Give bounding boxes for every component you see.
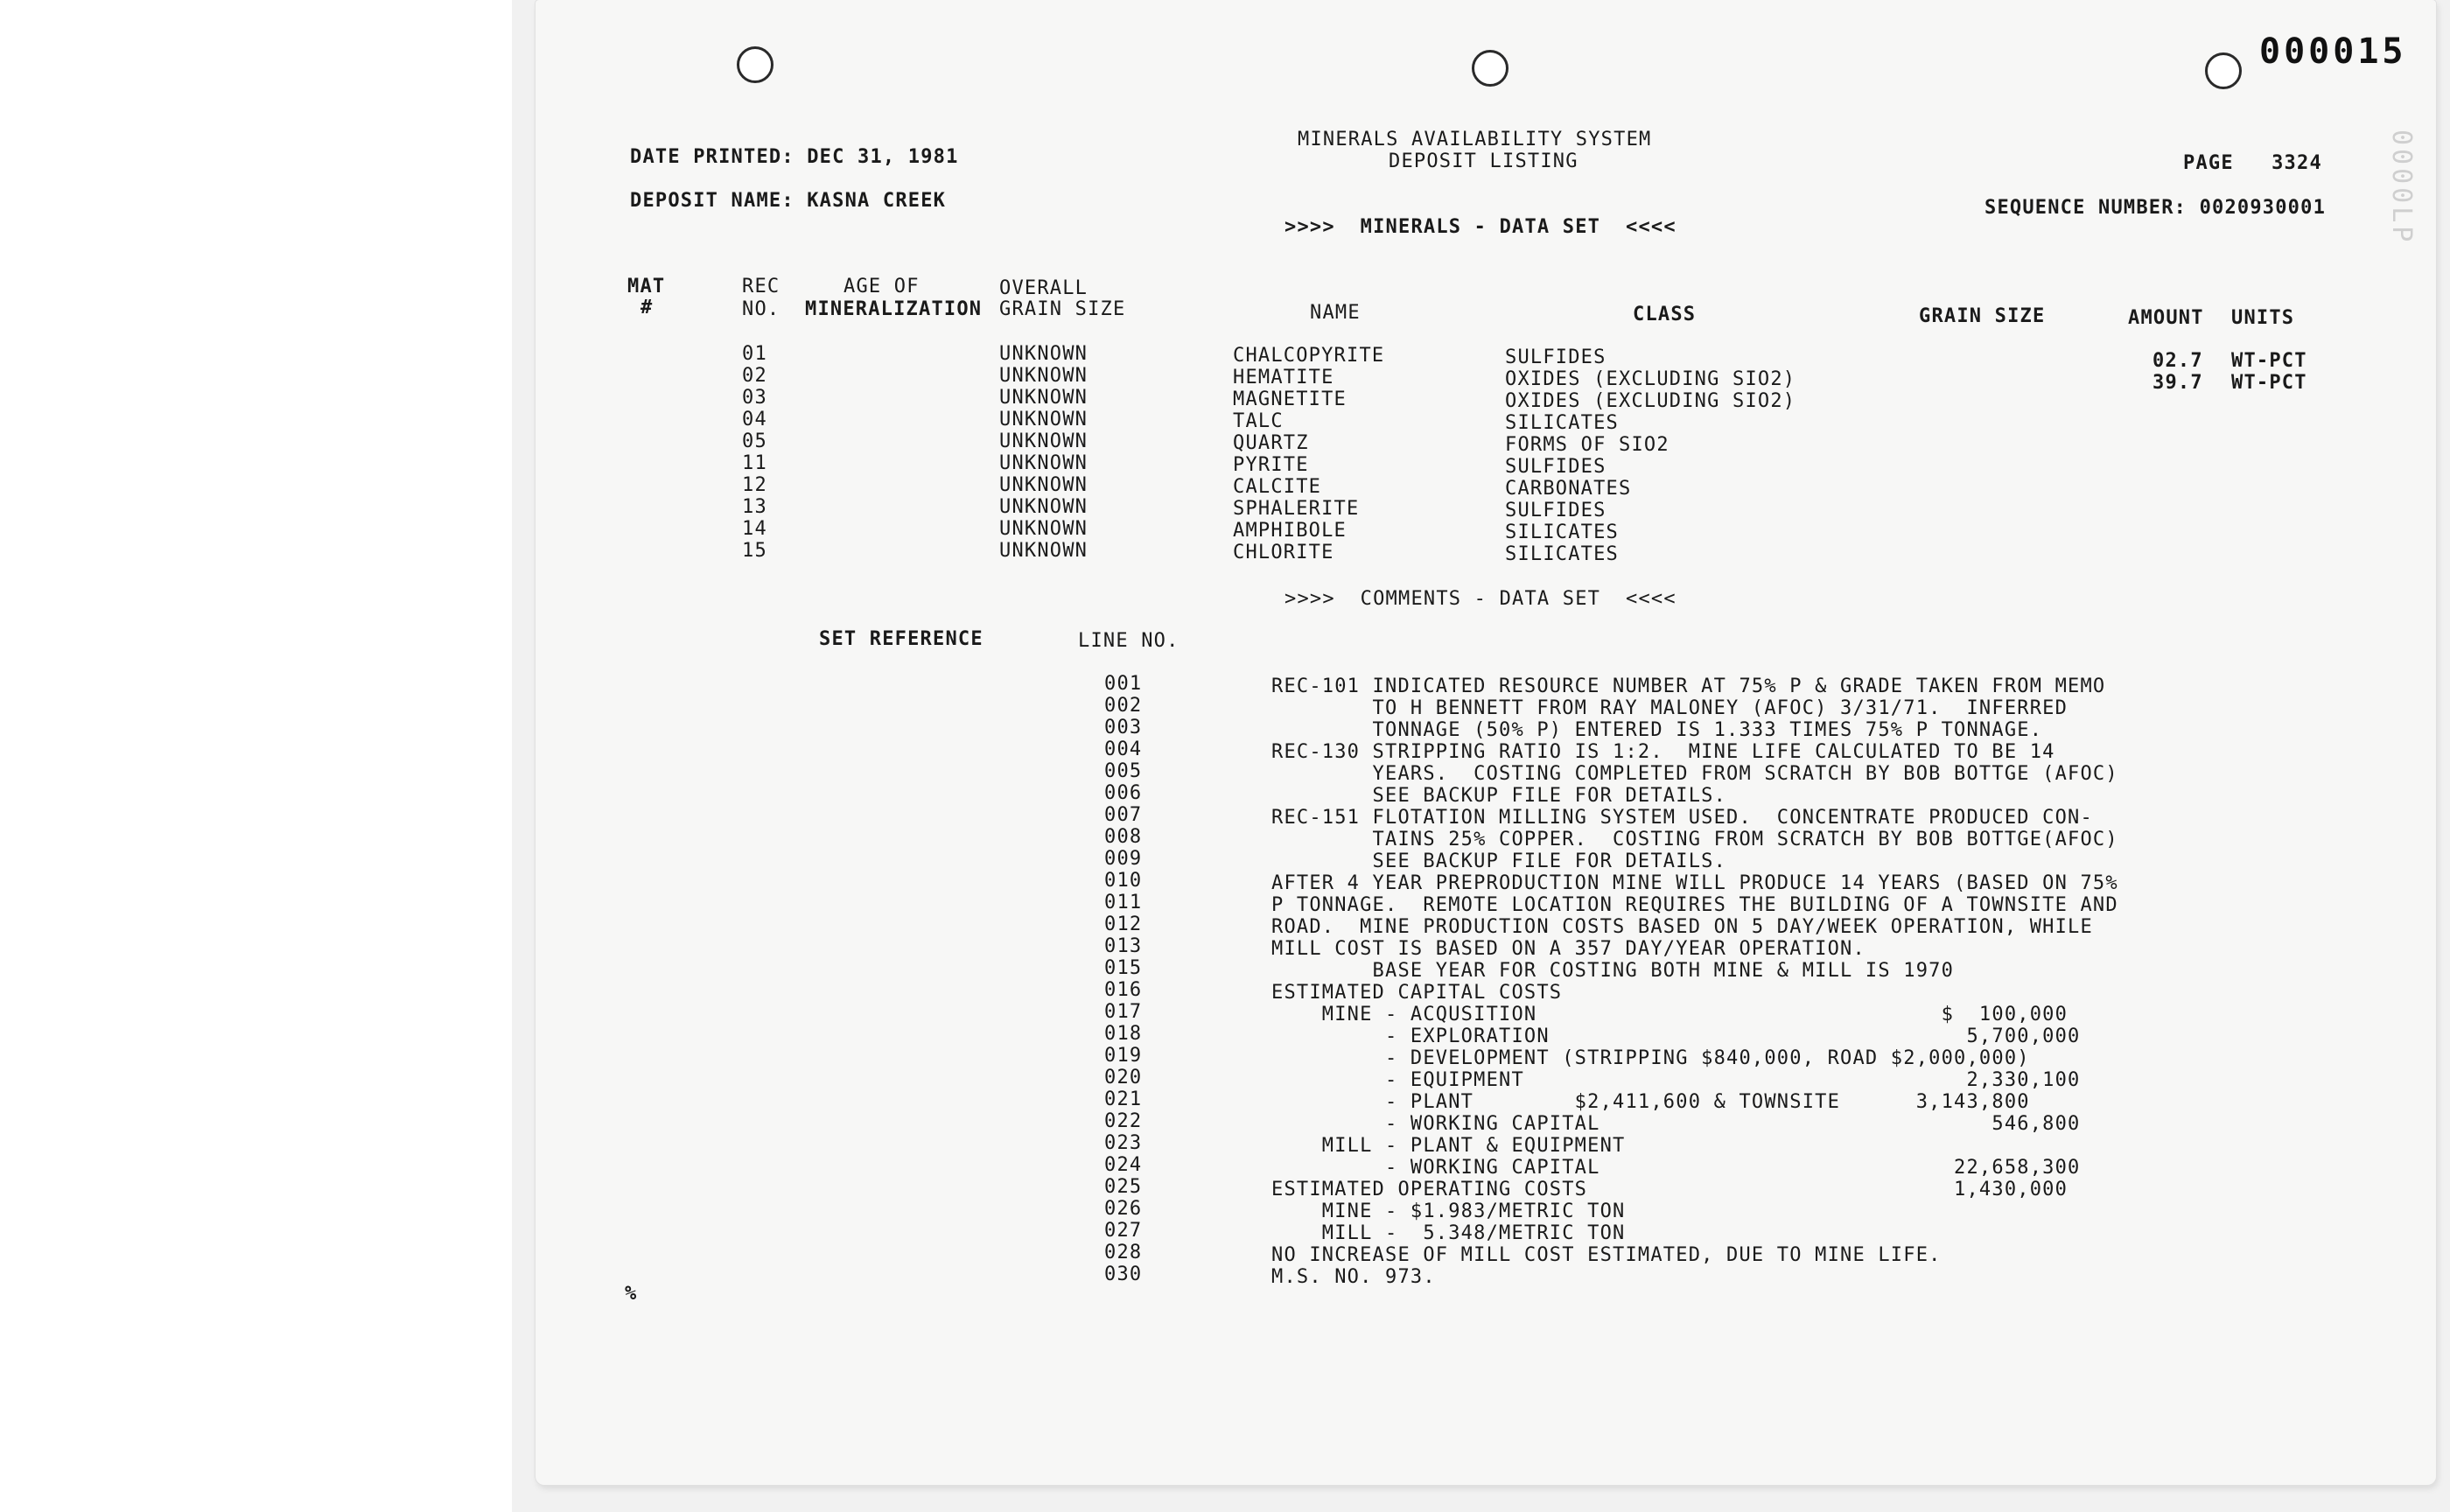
comment-text: - EQUIPMENT 2,330,100	[1271, 1069, 2081, 1091]
mineral-class: OXIDES (EXCLUDING SIO2)	[1505, 390, 1796, 412]
comment-text: ESTIMATED OPERATING COSTS 1,430,000	[1271, 1179, 2068, 1200]
col-overall-grain-size: GRAIN SIZE	[999, 298, 1126, 320]
mineral-name: CALCITE	[1233, 476, 1322, 498]
comment-line-no: 030	[1104, 1264, 1143, 1285]
col-name: NAME	[1310, 302, 1361, 324]
mineral-overall-grain: UNKNOWN	[999, 387, 1088, 409]
printout-sheet	[536, 0, 2436, 1485]
col-grain-size: GRAIN SIZE	[1919, 305, 2046, 327]
mineral-name: QUARTZ	[1233, 432, 1309, 454]
minerals-rec-column	[742, 343, 767, 562]
col-rec: REC	[742, 276, 780, 298]
mineral-rec: 05	[742, 430, 767, 452]
mineral-class: SILICATES	[1505, 522, 1620, 543]
col-mat-hash: #	[640, 297, 654, 318]
comment-text: - WORKING CAPITAL 22,658,300	[1271, 1157, 2081, 1179]
deposit-name: DEPOSIT NAME: KASNA CREEK	[630, 190, 947, 212]
comment-text: AFTER 4 YEAR PREPRODUCTION MINE WILL PRODUCE 14 YEARS (BASED ON 75%	[1271, 872, 2118, 894]
col-amount: AMOUNT	[2128, 307, 2204, 329]
col-line-no: LINE NO.	[1078, 630, 1180, 652]
comment-line-no: 018	[1104, 1023, 1143, 1045]
comment-line-no: 013	[1104, 935, 1143, 957]
col-class: CLASS	[1633, 304, 1697, 326]
comment-line-no: 022	[1104, 1110, 1143, 1132]
comment-line-no: 004	[1104, 738, 1143, 760]
mineral-rec: 15	[742, 540, 767, 562]
mineral-overall-grain: UNKNOWN	[999, 452, 1088, 474]
col-mat: MAT	[627, 276, 666, 298]
comment-line-no: 019	[1104, 1045, 1143, 1067]
minerals-class-column	[1505, 346, 1796, 565]
punch-hole-right	[2205, 52, 2242, 89]
mineral-overall-grain: UNKNOWN	[999, 365, 1088, 387]
comment-line-no: 006	[1104, 782, 1143, 804]
comment-text: SEE BACKUP FILE FOR DETAILS.	[1271, 850, 1727, 872]
comment-text: TAINS 25% COPPER. COSTING FROM SCRATCH BY BOB BOTTGE(AFOC)	[1271, 829, 2118, 850]
mineral-rec: 03	[742, 387, 767, 409]
mineral-class: CARBONATES	[1505, 478, 1632, 500]
minerals-units-column	[2231, 350, 2307, 394]
comment-text: ESTIMATED CAPITAL COSTS	[1271, 982, 1563, 1004]
comment-line-no: 001	[1104, 673, 1143, 695]
col-mineralization: MINERALIZATION	[805, 298, 983, 320]
col-rec-no: NO.	[742, 298, 780, 320]
mineral-units: WT-PCT	[2231, 372, 2307, 394]
mineral-amount: 02.7	[2152, 350, 2203, 372]
mineral-class: FORMS OF SIO2	[1505, 434, 1670, 456]
end-marker: %	[625, 1283, 638, 1305]
mineral-units: WT-PCT	[2231, 350, 2307, 372]
mineral-name: MAGNETITE	[1233, 388, 1348, 410]
mineral-name: CHALCOPYRITE	[1233, 345, 1385, 367]
comment-text: MILL - PLANT & EQUIPMENT	[1271, 1135, 1626, 1157]
comment-text: REC-101 INDICATED RESOURCE NUMBER AT 75% P & GRADE TAKEN FROM MEMO	[1271, 676, 2106, 697]
mineral-name: CHLORITE	[1233, 542, 1334, 564]
date-printed: DATE PRINTED: DEC 31, 1981	[630, 146, 959, 168]
mineral-class: SILICATES	[1505, 543, 1620, 565]
comment-text: REC-151 FLOTATION MILLING SYSTEM USED. CONCENTRATE PRODUCED CON-	[1271, 807, 2093, 829]
comment-text: YEARS. COSTING COMPLETED FROM SCRATCH BY BOB BOTTGE (AFOC)	[1271, 763, 2118, 785]
mineral-name: SPHALERITE	[1233, 498, 1360, 520]
mineral-name: AMPHIBOLE	[1233, 520, 1348, 542]
comment-text: NO INCREASE OF MILL COST ESTIMATED, DUE TO MINE LIFE.	[1271, 1244, 1942, 1266]
mineral-class: OXIDES (EXCLUDING SIO2)	[1505, 368, 1796, 390]
comment-line-no: 017	[1104, 1001, 1143, 1023]
mineral-amount: 39.7	[2152, 372, 2203, 394]
page-number: PAGE 3324	[2183, 152, 2322, 174]
comment-line-no: 005	[1104, 760, 1143, 782]
punch-hole-center	[1472, 50, 1508, 87]
comment-line-no: 002	[1104, 695, 1143, 717]
mineral-overall-grain: UNKNOWN	[999, 474, 1088, 496]
mineral-class: SULFIDES	[1505, 500, 1606, 522]
mineral-class: SULFIDES	[1505, 456, 1606, 478]
mineral-rec: 14	[742, 518, 767, 540]
comment-line-no: 027	[1104, 1220, 1143, 1242]
col-units: UNITS	[2231, 307, 2295, 329]
comment-text: REC-130 STRIPPING RATIO IS 1:2. MINE LIFE CALCULATED TO BE 14	[1271, 741, 2055, 763]
faint-margin-stamp: 0000LP	[2386, 130, 2417, 246]
minerals-name-column	[1233, 345, 1384, 564]
mineral-class: SILICATES	[1505, 412, 1620, 434]
comment-text: - WORKING CAPITAL 546,800	[1271, 1113, 2081, 1135]
mineral-name: PYRITE	[1233, 454, 1309, 476]
mineral-rec: 13	[742, 496, 767, 518]
mineral-overall-grain: UNKNOWN	[999, 343, 1088, 365]
comment-text: P TONNAGE. REMOTE LOCATION REQUIRES THE BUILDING OF A TOWNSITE AND	[1271, 894, 2118, 916]
mineral-rec: 12	[742, 474, 767, 496]
mineral-overall-grain: UNKNOWN	[999, 430, 1088, 452]
mineral-overall-grain: UNKNOWN	[999, 540, 1088, 562]
mineral-rec: 02	[742, 365, 767, 387]
listing-title: DEPOSIT LISTING	[1389, 150, 1578, 172]
comment-text: MILL - 5.348/METRIC TON	[1271, 1222, 1626, 1244]
mineral-overall-grain: UNKNOWN	[999, 496, 1088, 518]
comment-line-no: 028	[1104, 1242, 1143, 1264]
sequence-number: SEQUENCE NUMBER: 0020930001	[1984, 197, 2327, 219]
comment-text: TO H BENNETT FROM RAY MALONEY (AFOC) 3/31/71. INFERRED	[1271, 697, 2068, 719]
minerals-amount-column	[2152, 350, 2203, 394]
comment-line-no: 008	[1104, 826, 1143, 848]
comment-line-no: 024	[1104, 1154, 1143, 1176]
comment-text: MILL COST IS BASED ON A 357 DAY/YEAR OPERATION.	[1271, 938, 1866, 960]
comment-line-no: 009	[1104, 848, 1143, 870]
comment-text: TONNAGE (50% P) ENTERED IS 1.333 TIMES 75% P TONNAGE.	[1271, 719, 2043, 741]
comment-text: - PLANT $2,411,600 & TOWNSITE 3,143,800	[1271, 1091, 2030, 1113]
comment-text: M.S. NO. 973.	[1271, 1266, 1436, 1288]
mineral-rec: 01	[742, 343, 767, 365]
comment-line-no: 015	[1104, 957, 1143, 979]
comment-texts	[1271, 676, 2118, 1288]
document-stamp-number: 000015	[2259, 32, 2407, 72]
col-overall: OVERALL	[999, 277, 1088, 299]
comment-line-no: 026	[1104, 1198, 1143, 1220]
comment-line-no: 012	[1104, 914, 1143, 935]
comment-text: MINE - ACQUSITION $ 100,000	[1271, 1004, 2068, 1026]
comment-line-no: 011	[1104, 892, 1143, 914]
comment-line-no: 021	[1104, 1088, 1143, 1110]
mineral-class: SULFIDES	[1505, 346, 1606, 368]
comment-line-no: 010	[1104, 870, 1143, 892]
comment-text: ROAD. MINE PRODUCTION COSTS BASED ON 5 DAY/WEEK OPERATION, WHILE	[1271, 916, 2093, 938]
system-title: MINERALS AVAILABILITY SYSTEM	[1298, 129, 1652, 150]
comment-text: BASE YEAR FOR COSTING BOTH MINE & MILL IS 1970	[1271, 960, 1955, 982]
comment-line-no: 025	[1104, 1176, 1143, 1198]
punch-hole-left	[737, 46, 774, 83]
comment-text: SEE BACKUP FILE FOR DETAILS.	[1271, 785, 1727, 807]
mineral-name: HEMATITE	[1233, 367, 1334, 388]
comments-banner: >>>> COMMENTS - DATA SET <<<<	[1284, 588, 1676, 610]
comment-line-no: 020	[1104, 1067, 1143, 1088]
mineral-rec: 04	[742, 409, 767, 430]
minerals-overall-column	[999, 343, 1088, 562]
comment-line-no: 023	[1104, 1132, 1143, 1154]
col-age-of: AGE OF	[844, 276, 920, 298]
comment-text: - EXPLORATION 5,700,000	[1271, 1026, 2081, 1047]
comment-text: MINE - $1.983/METRIC TON	[1271, 1200, 1626, 1222]
comment-line-no: 007	[1104, 804, 1143, 826]
comment-line-no: 016	[1104, 979, 1143, 1001]
comment-line-no: 003	[1104, 717, 1143, 738]
comment-text: - DEVELOPMENT (STRIPPING $840,000, ROAD $2,000,000)	[1271, 1047, 2030, 1069]
mineral-overall-grain: UNKNOWN	[999, 409, 1088, 430]
comment-line-numbers	[1104, 673, 1142, 1285]
col-set-reference: SET REFERENCE	[819, 628, 984, 650]
minerals-banner: >>>> MINERALS - DATA SET <<<<	[1284, 216, 1676, 238]
mineral-overall-grain: UNKNOWN	[999, 518, 1088, 540]
mineral-name: TALC	[1233, 410, 1284, 432]
mineral-rec: 11	[742, 452, 767, 474]
